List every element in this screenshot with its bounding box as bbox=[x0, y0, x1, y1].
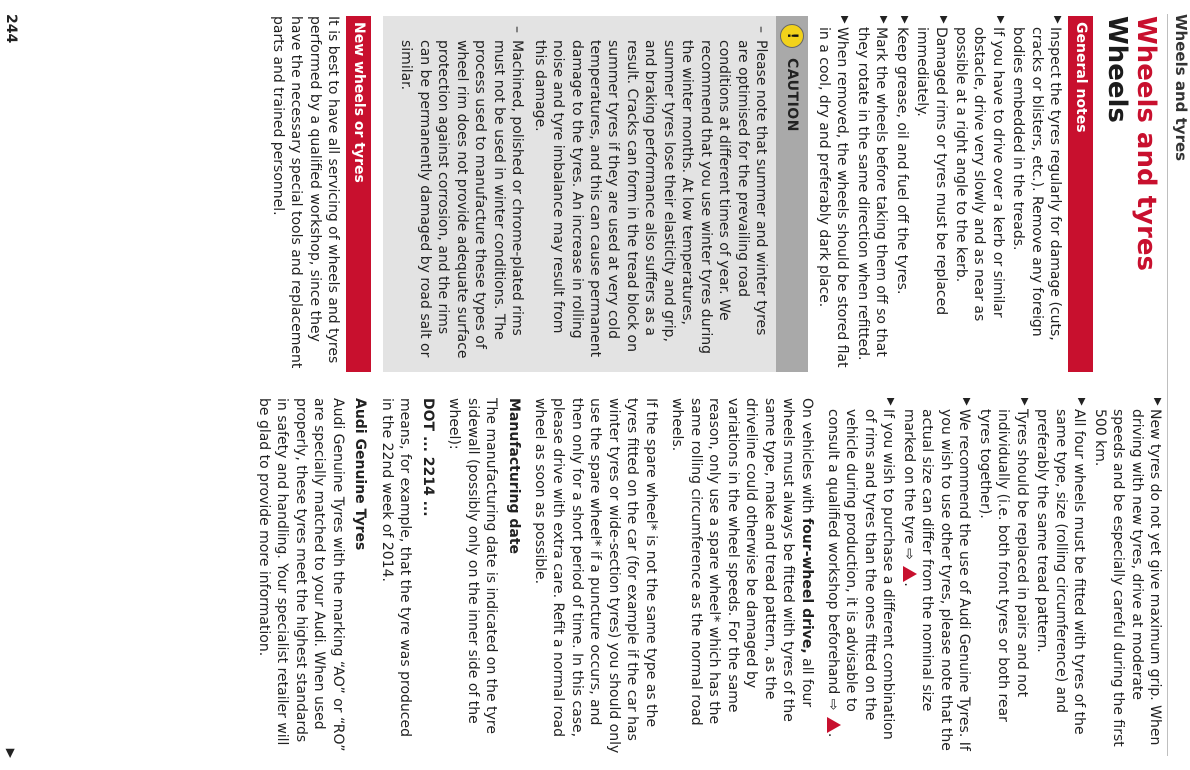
chapter-title: Wheels and tyres bbox=[1131, 16, 1161, 271]
header-rule bbox=[1167, 14, 1168, 756]
left-column bbox=[261, 16, 1164, 372]
right-column bbox=[246, 398, 1164, 754]
list-item: ▶ All four wheels must be fitted with tyres of the same type, size (rolling circumference) and preferably the same tread pattern. bbox=[1034, 398, 1088, 735]
four-wheel-drive-paragraph: On vehicles with four-wheel drive, all four wheels must always be fitted with tyres of the same type, make and tread pattern, as the driveline could otherwise be damaged by variations in the wheel speeds. For the same reason, only use a spare wheel* which has the same rolling circumference as the normal road wheels. bbox=[669, 398, 815, 726]
list-item: ▶ Mark the wheels before taking them off so that they rotate in the same direction when refitted. bbox=[854, 16, 890, 361]
new-wheels-text: It is best to have all servicing of wheels and tyres performed by a qualified workshop, since they have the necessary special tools and replacement parts and trained personnel. bbox=[270, 16, 342, 369]
list-item: ▶ New tyres do not yet give maximum grip. When driving with new tyres, drive at moderate speeds and be especially careful during the first 500 km. bbox=[1091, 398, 1163, 747]
manufacturing-date-text: The manufacturing date is indicated on the tyre sidewall (possibly only on the inner side of the wheel): bbox=[446, 398, 500, 734]
running-head: Wheels and tyres bbox=[1172, 14, 1190, 162]
caution-header bbox=[776, 16, 808, 372]
list-item: ▶ Keep grease, oil and fuel off the tyres. bbox=[893, 16, 910, 295]
general-notes-heading: General notes bbox=[1068, 16, 1092, 372]
caution-box bbox=[383, 16, 808, 372]
exclamation-warning-icon: ! bbox=[780, 24, 804, 48]
dot-code-explanation: means, for example, that the tyre was produced in the 22nd week of 2014. bbox=[378, 398, 414, 737]
genuine-tyres-heading: Audi Genuine Tyres bbox=[352, 398, 369, 551]
bullet-triangle-icon: ▶ bbox=[878, 16, 890, 24]
section-title: Wheels bbox=[1102, 16, 1133, 123]
dot-code: DOT ... 2214 ... bbox=[419, 398, 436, 517]
list-item: ▶ Damaged rims or tyres must be replaced immediately. bbox=[914, 16, 949, 316]
bullet-triangle-icon: ▶ bbox=[1052, 16, 1064, 24]
spare-wheel-paragraph: If the spare wheel* is not the same type as the tyres fitted on the car (for example if the car has winter tyres or wide-section tyres) you should only use the spare wheel* if a puncture occurs, and then only for a short period of time. In this case, please drive with extra care. Refit a normal road wheel as soon as possible. bbox=[532, 398, 659, 754]
list-item: ▶ Inspect the tyres regularly for damage (cuts, cracks or blisters, etc.). Remove any foreign bodies embedded in the treads. bbox=[1010, 16, 1064, 341]
list-item: ▶ Tyres should be replaced in pairs and not individually (i.e. both front tyres or both rear tyres together). bbox=[976, 398, 1030, 722]
list-item: ▶ If you wish to purchase a different combination of rims and tyres than the ones fitted on the vehicle during production, it is advisable to consult a qualified workshop beforehand ⇨ . bbox=[825, 398, 897, 740]
bullet-triangle-icon: ▶ bbox=[994, 16, 1006, 24]
continue-arrow-icon: ▶ bbox=[3, 748, 18, 758]
caution-list bbox=[397, 16, 776, 372]
list-item: ▶ If you have to drive over a kerb or similar obstacle, drive very slowly and as near as possible at a right angle to the kerb. bbox=[953, 16, 1006, 322]
page-number: 244 bbox=[3, 14, 20, 44]
list-item: – Machined, polished or chrome-plated rims must not be used in winter conditions. The process used to manufacture these types of wheel rim does not provide adequate surface protection against corrosion, and the rims can be permanently damaged by road salt or similar. bbox=[398, 26, 526, 359]
bullet-triangle-icon: ▶ bbox=[898, 16, 910, 24]
manufacturing-date-heading: Manufacturing date bbox=[505, 398, 522, 555]
bullet-triangle-icon: ▶ bbox=[1018, 398, 1030, 406]
warning-triangle-icon[interactable] bbox=[903, 566, 917, 582]
new-wheels-heading: New wheels or tyres bbox=[346, 16, 370, 372]
bullet-triangle-icon: ▶ bbox=[937, 16, 949, 24]
four-wheel-drive-term: four-wheel drive, bbox=[798, 518, 815, 654]
list-item: – Please note that summer and winter tyres are optimised for the prevailing road conditions at different times of year. We recommend that you use winter tyres during the winter months. At low temperatures, summer tyres lose their elasticity and grip, and braking performance also suffers as a result. Cracks can form in the tread block on summer tyres if they are used at very cold temperatures, and this can cause permanent damage to the tyres. An increase in rolling noise and tyre imbalance may result from this damage. bbox=[531, 26, 770, 358]
bullet-triangle-icon: ▶ bbox=[961, 398, 973, 406]
list-item: ▶ When removed, the wheels should be stored flat in a cool, dry and preferably dark place. bbox=[815, 16, 851, 368]
bullet-triangle-icon: ▶ bbox=[1076, 398, 1088, 406]
genuine-tyres-text: Audi Genuine Tyres with the marking “AO” or “RO” are specially matched to your Audi. When used properly, these tyres meet the highest standards in safety and handling. Your specialist retailer will be glad to provide more information. bbox=[255, 398, 346, 752]
tyre-advice-list bbox=[824, 398, 1164, 754]
warning-triangle-icon[interactable] bbox=[827, 717, 841, 733]
general-notes-list bbox=[814, 16, 1064, 372]
list-item: ▶ We recommend the use of Audi Genuine Tyres. If you wish to use other tyres, please note that the actual size can differ from the nominal size marked on the tyre ⇨ . bbox=[900, 398, 973, 751]
bullet-triangle-icon: ▶ bbox=[839, 16, 851, 24]
bullet-triangle-icon: ▶ bbox=[885, 398, 897, 406]
bullet-triangle-icon: ▶ bbox=[1152, 398, 1163, 406]
caution-title: CAUTION bbox=[784, 58, 801, 132]
